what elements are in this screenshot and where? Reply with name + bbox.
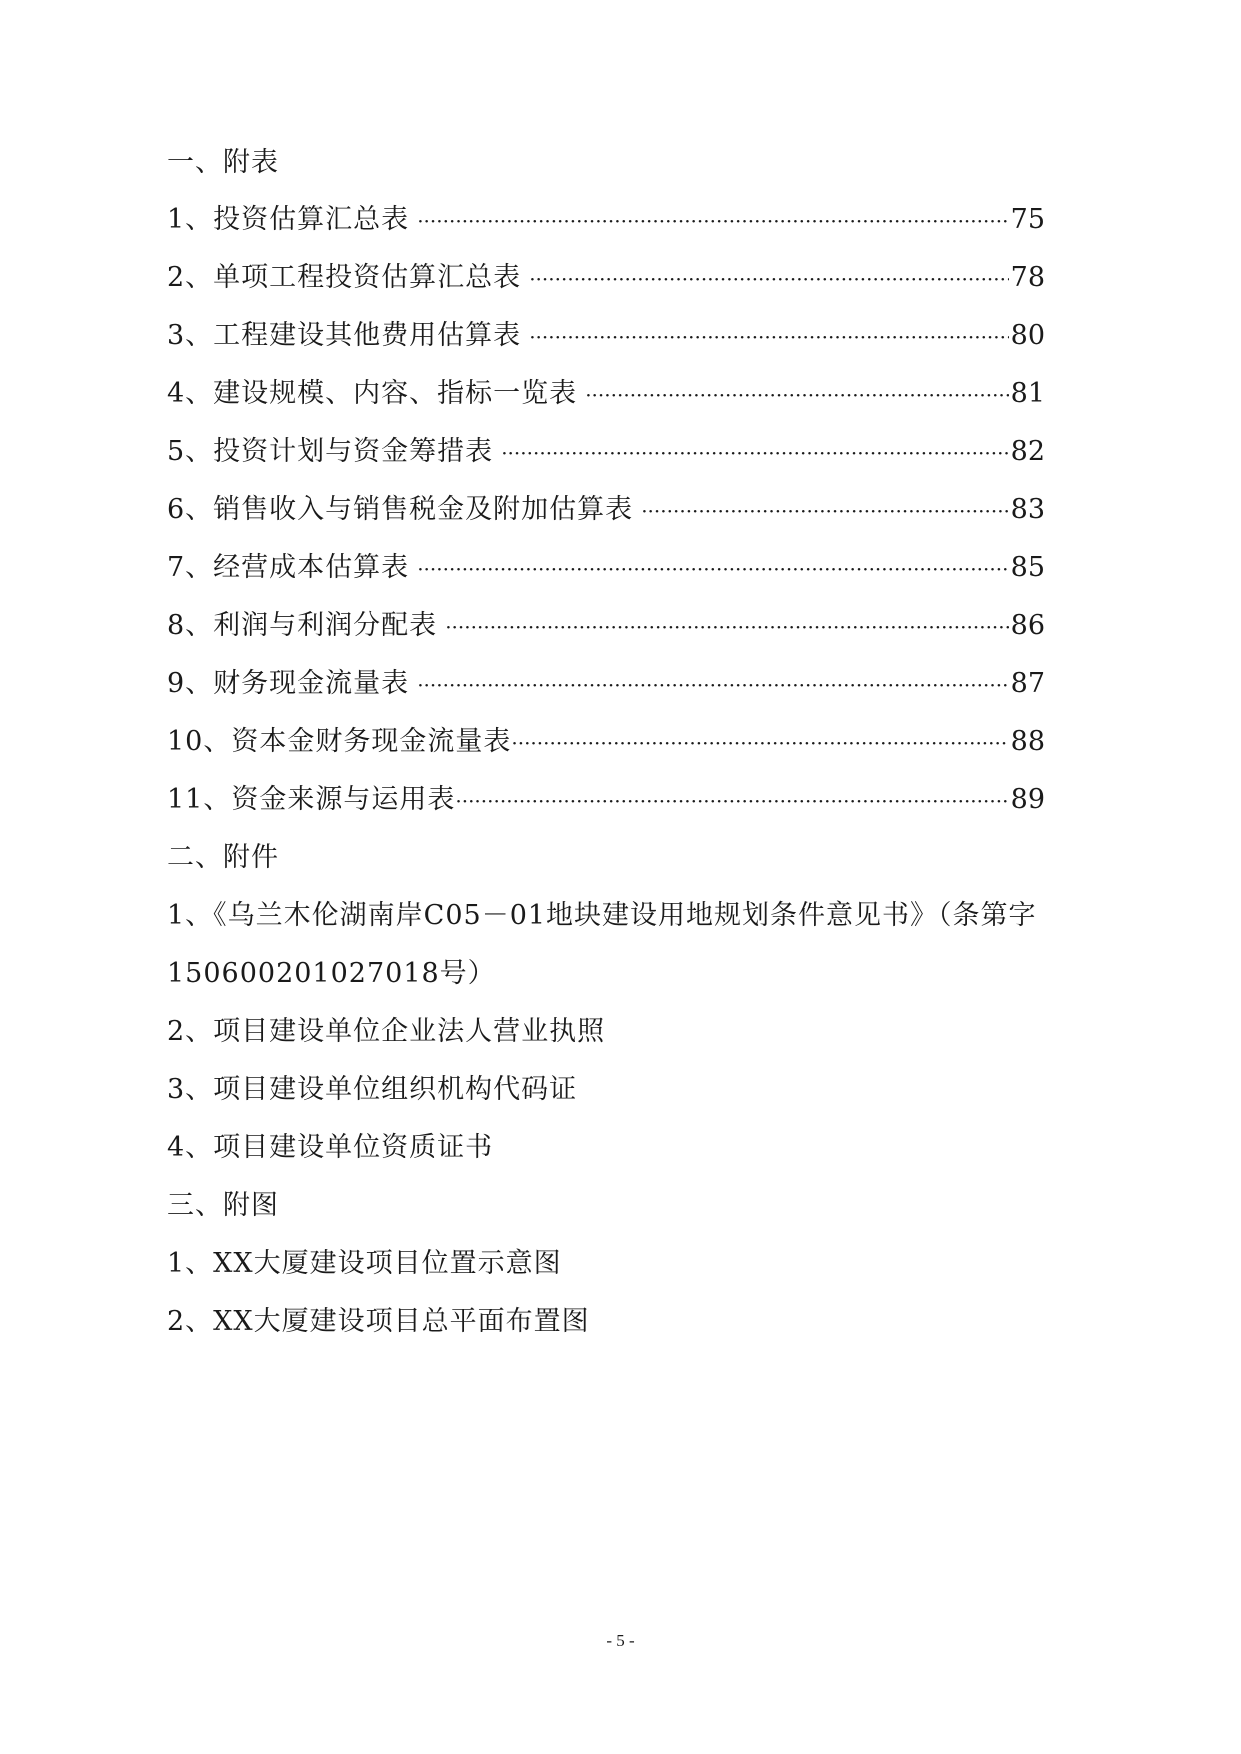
toc-leader-dots <box>529 262 1008 296</box>
toc-entry-label: 9、财务现金流量表 <box>167 668 410 699</box>
toc-entry-label: 1、投资估算汇总表 <box>167 204 410 235</box>
toc-leader-dots <box>529 320 1008 354</box>
toc-entry-label: 3、工程建设其他费用估算表 <box>167 320 522 351</box>
toc-entry <box>167 261 1045 296</box>
toc-entry <box>167 609 1045 644</box>
toc-entry <box>167 493 1045 528</box>
section-heading-appendix-figures: 三、附图 <box>167 1190 279 1221</box>
toc-entry-page: 82 <box>1010 436 1045 467</box>
attachment-item: 2、项目建设单位企业法人营业执照 <box>167 1016 606 1047</box>
toc-entry-label: 5、投资计划与资金筹措表 <box>167 436 494 467</box>
toc-leader-dots <box>641 494 1008 528</box>
toc-entry-page: 89 <box>1010 784 1045 815</box>
toc-entry <box>167 319 1045 354</box>
section-heading-attachments: 二、附件 <box>167 842 279 873</box>
toc-entry-page: 88 <box>1010 726 1045 757</box>
toc-entry-page: 80 <box>1010 320 1045 351</box>
toc-entry-page: 78 <box>1010 262 1045 293</box>
toc-leader-dots <box>445 610 1008 644</box>
attachment-item: 3、项目建设单位组织机构代码证 <box>167 1074 578 1105</box>
toc-entry <box>167 377 1045 412</box>
toc-entry-page: 83 <box>1010 494 1045 525</box>
toc-entry-page: 87 <box>1010 668 1045 699</box>
toc-entry <box>167 203 1045 238</box>
attachment-item-continuation: 150600201027018号） <box>167 958 496 989</box>
toc-entry <box>167 667 1045 702</box>
section-heading-appendix-tables: 一、附表 <box>167 147 279 178</box>
toc-entry-label: 6、销售收入与销售税金及附加估算表 <box>167 494 634 525</box>
toc-entry <box>167 725 1045 760</box>
toc-leader-dots <box>417 552 1008 586</box>
figure-item: 2、XX大厦建设项目总平面布置图 <box>167 1306 590 1337</box>
page-number: - 5 - <box>606 1631 635 1650</box>
toc-leader-dots <box>501 436 1008 470</box>
toc-entry-page: 85 <box>1010 552 1045 583</box>
toc-entry-label: 7、经营成本估算表 <box>167 552 410 583</box>
toc-leader-dots <box>417 668 1008 702</box>
toc-entry-page: 81 <box>1010 378 1045 409</box>
attachment-item: 4、项目建设单位资质证书 <box>167 1132 494 1163</box>
toc-leader-dots <box>417 204 1008 238</box>
toc-entry-page: 75 <box>1010 204 1045 235</box>
toc-leader-dots <box>511 726 1008 760</box>
toc-entry-label: 8、利润与利润分配表 <box>167 610 438 641</box>
figure-item: 1、XX大厦建设项目位置示意图 <box>167 1248 562 1279</box>
toc-entry-label: 11、资金来源与运用表 <box>167 784 456 815</box>
toc-leader-dots <box>455 784 1008 818</box>
attachment-item: 1、《乌兰木伦湖南岸C05－01地块建设用地规划条件意见书》（条第字 <box>167 900 1037 931</box>
toc-entry-page: 86 <box>1010 610 1045 641</box>
toc-leader-dots <box>585 378 1008 412</box>
toc-entry-label: 2、单项工程投资估算汇总表 <box>167 262 522 293</box>
toc-entry <box>167 551 1045 586</box>
toc-entry <box>167 435 1045 470</box>
toc-entry-label: 10、资本金财务现金流量表 <box>167 726 512 757</box>
toc-entry <box>167 783 1045 818</box>
toc-entry-label: 4、建设规模、内容、指标一览表 <box>167 378 578 409</box>
